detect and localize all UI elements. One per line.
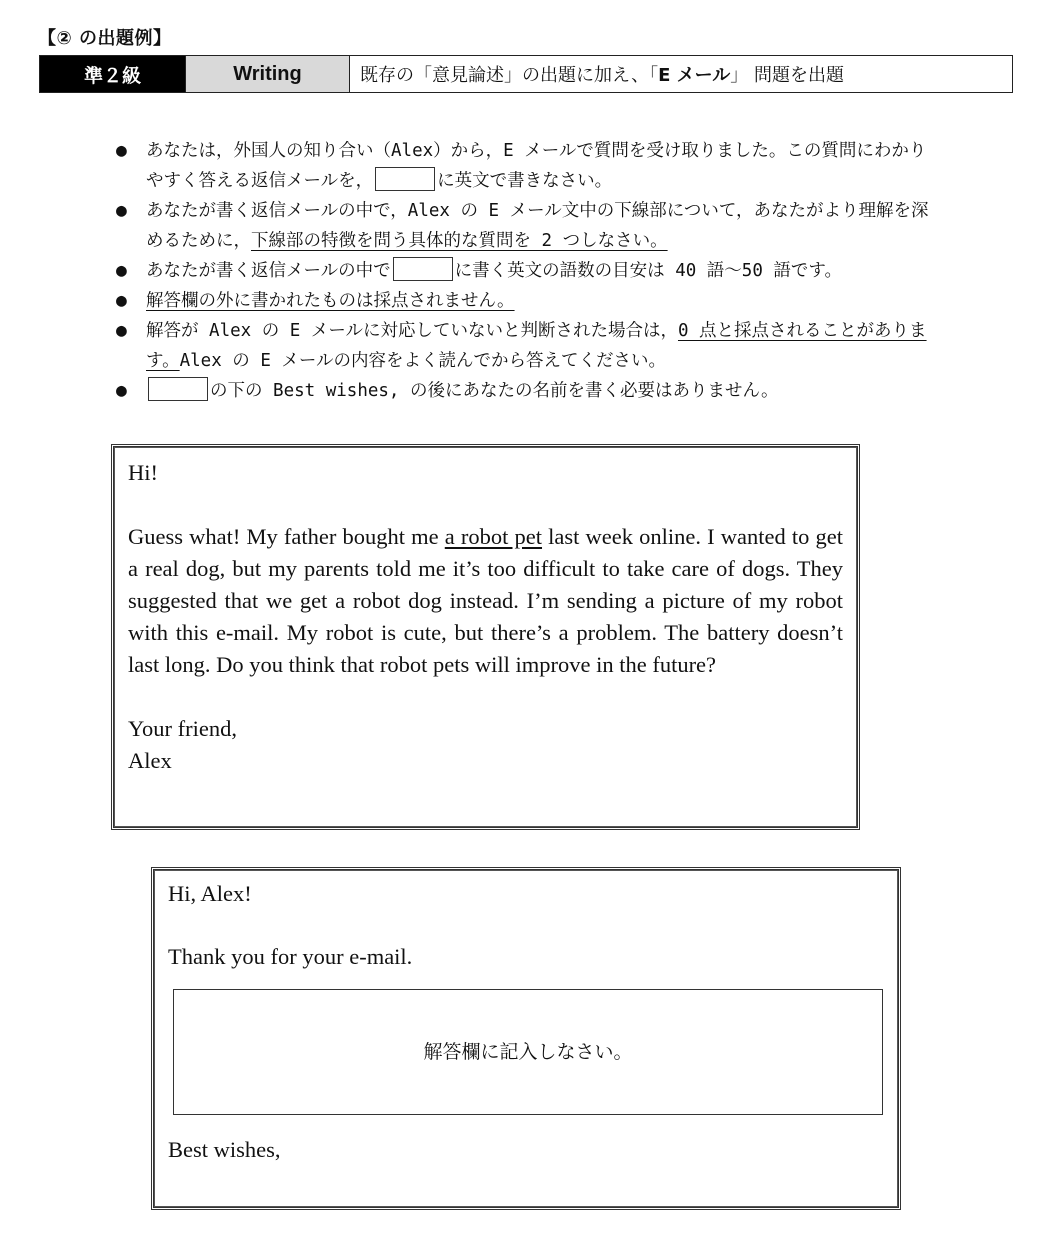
reply-email-box (151, 867, 901, 1210)
answer-blank-box (375, 167, 435, 191)
instruction-text: Alex の E メールの内容をよく読んでから答えてください。 (179, 351, 667, 371)
alex-signature: Alex (128, 748, 172, 773)
instruction-underlined-text: 解答欄の外に書かれたものは採点されません。 (146, 291, 515, 311)
instruction-text: に書く英文の語数の目安は 40 語～50 語です。 (454, 261, 843, 281)
reply-thanks: Thank you for your e-mail. (168, 944, 413, 969)
instruction-item (112, 316, 932, 376)
alex-email-content (128, 457, 843, 777)
instruction-item (112, 196, 932, 256)
answer-blank-box (393, 257, 453, 281)
instruction-text: 解答が Alex の E メールに対応していないと判断された場合は， (146, 321, 678, 341)
alex-email-box (111, 444, 860, 830)
instruction-text: あなたが書く返信メールの中で (146, 261, 391, 281)
answer-area-input[interactable] (173, 989, 883, 1115)
description-bold: E メール (658, 65, 731, 86)
bullet-icon: ● (116, 140, 127, 161)
instruction-text: あなたは，外国人の知り合い（Alex）から，E メールで質問を受け取りました。この質問にわかりやすく答える返信メールを， (146, 141, 927, 191)
instruction-item (112, 256, 932, 286)
instruction-underlined-text: 下線部の特徴を問う具体的な質問を 2 つしなさい。 (251, 231, 668, 251)
body-text: Guess what! My father bought me (128, 524, 445, 549)
grade-cell: 準２級 (40, 56, 186, 92)
instruction-text: の下の Best wishes, の後にあなたの名前を書く必要はありません。 (210, 381, 779, 401)
alex-greeting: Hi! (128, 460, 158, 485)
reply-greeting: Hi, Alex! (168, 881, 252, 906)
bullet-icon: ● (116, 260, 127, 281)
instruction-underlined-text: 0 点と採点されることがあります。 (146, 321, 927, 371)
description-cell (350, 56, 1012, 92)
alex-email-body (128, 521, 843, 681)
bullet-icon: ● (116, 380, 127, 401)
exam-info-table (39, 55, 1013, 93)
description-post: 」 問題を出題 (730, 65, 845, 86)
alex-closing: Your friend, (128, 716, 237, 741)
reply-closing: Best wishes, (168, 1137, 281, 1162)
bullet-icon: ● (116, 290, 127, 311)
instruction-item (112, 376, 932, 406)
section-heading: 【② の出題例】 (38, 28, 172, 49)
bullet-icon: ● (116, 320, 127, 341)
instruction-item (112, 286, 932, 316)
skill-cell: Writing (186, 56, 350, 92)
underlined-phrase: a robot pet (444, 524, 543, 549)
body-text: last week online. I wanted to get a real dog, but my parents told me it’s too difficult to take care of dogs. They suggested that we get a robot dog instead. I’m sending a picture of my robot with this e-mail. My robot is cute, but there’s a problem. The battery doesn’t last long. Do you think that robot pets will improve in the future? (128, 524, 844, 677)
instruction-text: に英文で書きなさい。 (437, 171, 613, 191)
instruction-item (112, 136, 932, 196)
answer-placeholder: 解答欄に記入しなさい。 (423, 1041, 633, 1063)
answer-blank-box (148, 377, 208, 401)
instruction-text: あなたが書く返信メールの中で，Alex の E メール文中の下線部について，あなたがより理解を深めるために， (146, 201, 929, 251)
instructions-list (112, 136, 932, 406)
description-pre: 既存の「意見論述」の出題に加え、「 (360, 65, 659, 86)
bullet-icon: ● (116, 200, 127, 221)
